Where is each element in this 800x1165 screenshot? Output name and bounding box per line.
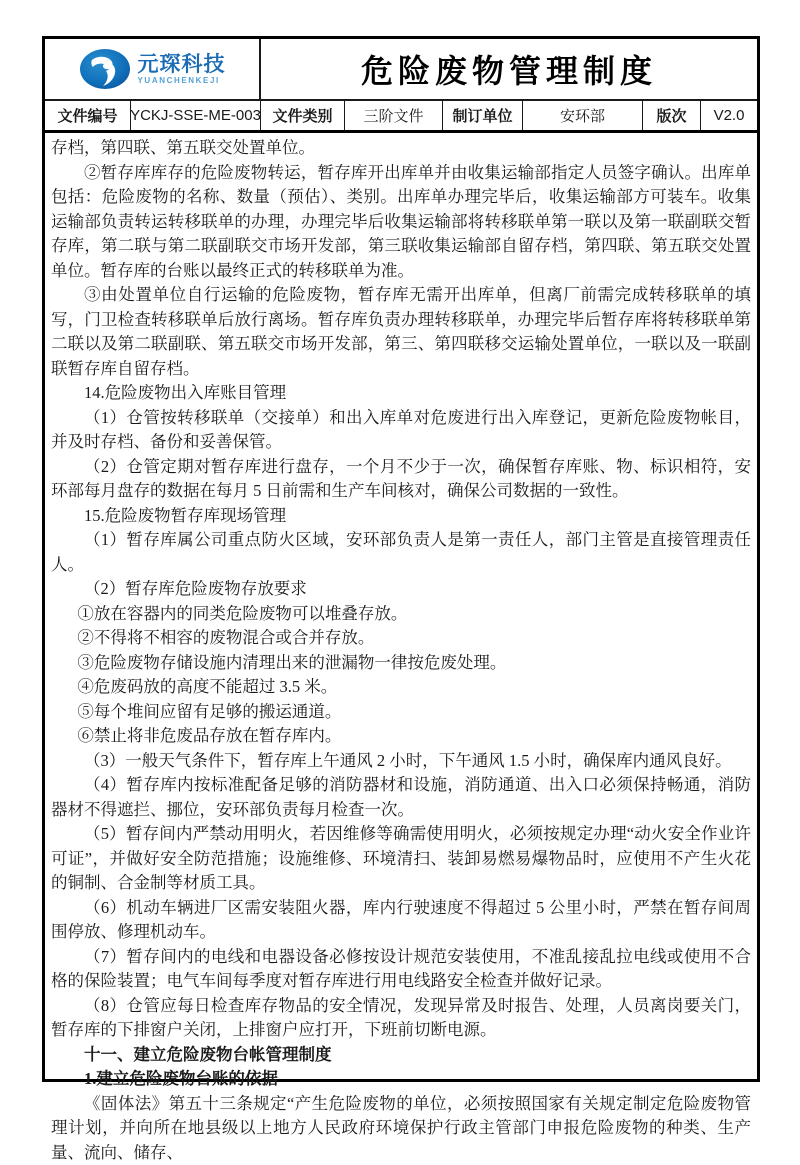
paragraph: （7）暂存间内的电线和电器设备必修按设计规范安装使用，不准乱接乱拉电线或使用不合格的保险装置；电气车间每季度对暂存库进行用电线路安全检查并做好记录。 — [51, 945, 751, 994]
meta-label-file-number: 文件编号 — [45, 101, 131, 130]
paragraph: （3）一般天气条件下，暂存库上午通风 2 小时，下午通风 1.5 小时，确保库内通风良好。 — [51, 749, 751, 774]
paragraph: 15.危险废物暂存库现场管理 — [51, 504, 751, 529]
document-header — [45, 39, 757, 101]
paragraph: （2）暂存库危险废物存放要求 — [51, 577, 751, 602]
paragraph: ①放在容器内的同类危险废物可以堆叠存放。 — [51, 602, 751, 627]
paragraph: 1.建立危险废物台账的依据 — [51, 1067, 751, 1092]
paragraph: （4）暂存库内按标准配备足够的消防器材和设施，消防通道、出入口必须保持畅通，消防器材不得遮拦、挪位，安环部负责每月检查一次。 — [51, 773, 751, 822]
meta-label-version: 版次 — [643, 101, 701, 130]
paragraph: （1）暂存库属公司重点防火区域，安环部负责人是第一责任人，部门主管是直接管理责任人。 — [51, 528, 751, 577]
paragraph: （2）仓管定期对暂存库进行盘存，一个月不少于一次，确保暂存库账、物、标识相符，安环部每月盘存的数据在每月 5 日前需和生产车间核对，确保公司数据的一致性。 — [51, 455, 751, 504]
paragraph: 14.危险废物出入库账目管理 — [51, 381, 751, 406]
meta-value-file-number: YCKJ-SSE-ME-003 — [131, 101, 261, 130]
document-frame — [42, 36, 760, 1082]
paragraph: ⑥禁止将非危废品存放在暂存库内。 — [51, 724, 751, 749]
paragraph: ⑤每个堆间应留有足够的搬运通道。 — [51, 700, 751, 725]
meta-value-drafting-unit: 安环部 — [523, 101, 643, 130]
paragraph: ③由处置单位自行运输的危险废物，暂存库无需开出库单，但离厂前需完成转移联单的填写，门卫检查转移联单后放行离场。暂存库负责办理转移联单，办理完毕后暂存库将转移联单第二联以及第二联副联、第五联交市场开发部，第三、第四联移交运输处置单位，一联以及一联副联暂存库自留存档。 — [51, 283, 751, 381]
paragraph: 《固体法》第五十三条规定“产生危险废物的单位，必须按照国家有关规定制定危险废物管理计划，并向所在地县级以上地方人民政府环境保护行政主管部门申报危险废物的种类、生产量、流向、储存、 — [51, 1092, 751, 1165]
title-cell — [261, 39, 757, 99]
paragraph: ②不得将不相容的废物混合或合并存放。 — [51, 626, 751, 651]
company-logo-icon — [79, 47, 131, 91]
company-logo-text — [138, 54, 226, 85]
paragraph: ④危废码放的高度不能超过 3.5 米。 — [51, 675, 751, 700]
paragraph: （8）仓管应每日检查库存物品的安全情况，发现异常及时报告、处理，人员离岗要关门，暂存库的下排窗户关闭，上排窗户应打开，下班前切断电源。 — [51, 994, 751, 1043]
paragraph: ②暂存库库存的危险废物转运，暂存库开出库单并由收集运输部指定人员签字确认。出库单包括：危险废物的名称、数量（预估）、类别。出库单办理完毕后，收集运输部方可装车。收集运输部负责转运转移联单的办理，办理完毕后收集运输部将转移联单第一联以及第一联副联交暂存库，第二联与第二联副联交市场开发部，第三联收集运输部自留存档，第四联、第五联交处置单位。暂存库的台账以最终正式的转移联单为准。 — [51, 161, 751, 284]
document-body — [45, 133, 757, 1077]
meta-label-file-category: 文件类别 — [261, 101, 345, 130]
company-name-en: YUANCHENKEJI — [138, 77, 226, 85]
document-meta-row — [45, 101, 757, 133]
company-logo — [45, 39, 261, 99]
company-name: 元琛科技 — [138, 54, 226, 75]
paragraph: （1）仓管按转移联单（交接单）和出入库单对危废进行出入库登记，更新危险废物帐目，并及时存档、备份和妥善保管。 — [51, 406, 751, 455]
paragraph: 存档，第四联、第五联交处置单位。 — [51, 136, 751, 161]
paragraph: （5）暂存间内严禁动用明火，若因维修等确需使用明火，必须按规定办理“动火安全作业许可证”，并做好安全防范措施；设施维修、环境清扫、装卸易燃易爆物品时，应使用不产生火花的铜制、合金制等材质工具。 — [51, 822, 751, 896]
meta-value-file-category: 三阶文件 — [345, 101, 443, 130]
paragraph: ③危险废物存储设施内清理出来的泄漏物一律按危废处理。 — [51, 651, 751, 676]
document-title: 危险废物管理制度 — [361, 46, 657, 92]
paragraph: （6）机动车辆进厂区需安装阻火器，库内行驶速度不得超过 5 公里小时，严禁在暂存间周围停放、修理机动车。 — [51, 896, 751, 945]
paragraph: 十一、建立危险废物台帐管理制度 — [51, 1043, 751, 1068]
meta-value-version: V2.0 — [701, 101, 757, 130]
meta-label-drafting-unit: 制订单位 — [443, 101, 523, 130]
